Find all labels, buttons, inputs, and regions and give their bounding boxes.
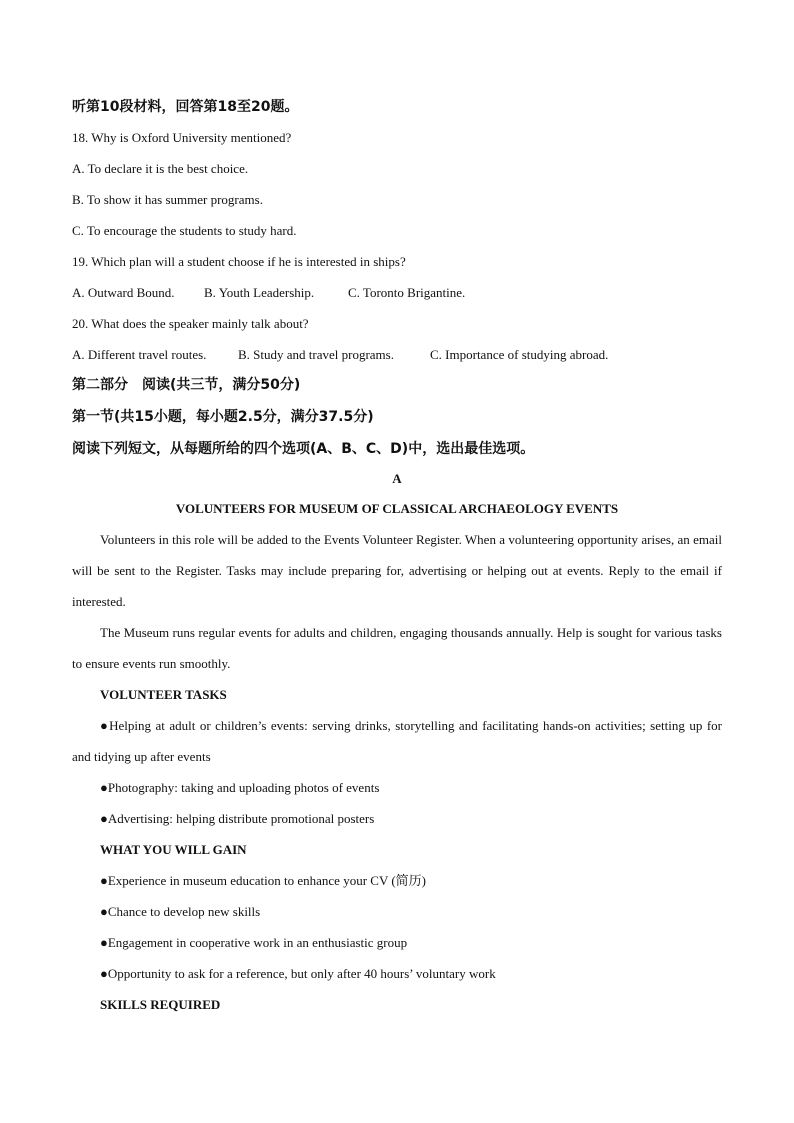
q18-option-b: B. To show it has summer programs.	[72, 192, 263, 207]
q19-option-a: A. Outward Bound.	[72, 285, 175, 300]
q19-option-c: C. Toronto Brigantine.	[348, 285, 466, 300]
q18-question: 18. Why is Oxford University mentioned?	[72, 130, 292, 145]
passage-paragraph-2: The Museum runs regular events for adults and children, engaging thousands annually. Help is sought for various tasks to ensure events run smoothly.	[72, 625, 722, 671]
task-item: ●Advertising: helping distribute promotional posters	[100, 811, 375, 826]
q19-question: 19. Which plan will a student choose if he is interested in ships?	[72, 254, 406, 269]
q19-options	[72, 284, 722, 302]
volunteer-tasks-heading: VOLUNTEER TASKS	[100, 687, 227, 702]
gain-item: ●Experience in museum education to enhance your CV (简历)	[100, 873, 427, 888]
passage-paragraph-1: Volunteers in this role will be added to the Events Volunteer Register. When a volunteering opportunity arises, an email will be sent to the Register. Tasks may include preparing for, advertising or helping out at events. Reply to the email if interested.	[72, 532, 722, 609]
reading-section-title: 第一节(共15小题，每小题2.5分，满分37.5分)	[72, 409, 374, 425]
document-page	[72, 98, 722, 1020]
q20-options	[72, 346, 722, 364]
gain-heading: WHAT YOU WILL GAIN	[100, 842, 247, 857]
passage-title: VOLUNTEERS FOR MUSEUM OF CLASSICAL ARCHAEOLOGY EVENTS	[175, 501, 619, 516]
task-item: ●Helping at adult or children’s events: serving drinks, storytelling and facilitating hands-on activities; setting up for and tidying up after events	[72, 718, 722, 764]
q20-question: 20. What does the speaker mainly talk about?	[72, 316, 309, 331]
passage-letter: A	[392, 471, 402, 486]
q18-option-c: C. To encourage the students to study hard.	[72, 223, 297, 238]
reading-instruction: 阅读下列短文，从每题所给的四个选项(A、B、C、D)中，选出最佳选项。	[72, 441, 535, 457]
gain-item: ●Opportunity to ask for a reference, but only after 40 hours’ voluntary work	[100, 966, 496, 981]
q20-option-b: B. Study and travel programs.	[238, 347, 394, 362]
gain-item: ●Engagement in cooperative work in an enthusiastic group	[100, 935, 408, 950]
q18-option-a: A. To declare it is the best choice.	[72, 161, 249, 176]
q20-option-c: C. Importance of studying abroad.	[430, 347, 609, 362]
gain-item: ●Chance to develop new skills	[100, 904, 261, 919]
listening-section-header: 听第10段材料，回答第18至20题。	[72, 99, 299, 115]
task-item: ●Photography: taking and uploading photos of events	[100, 780, 380, 795]
skills-heading: SKILLS REQUIRED	[100, 997, 221, 1012]
reading-part-title: 第二部分 阅读(共三节，满分50分)	[72, 377, 301, 393]
q19-option-b: B. Youth Leadership.	[204, 285, 315, 300]
q20-option-a: A. Different travel routes.	[72, 347, 207, 362]
